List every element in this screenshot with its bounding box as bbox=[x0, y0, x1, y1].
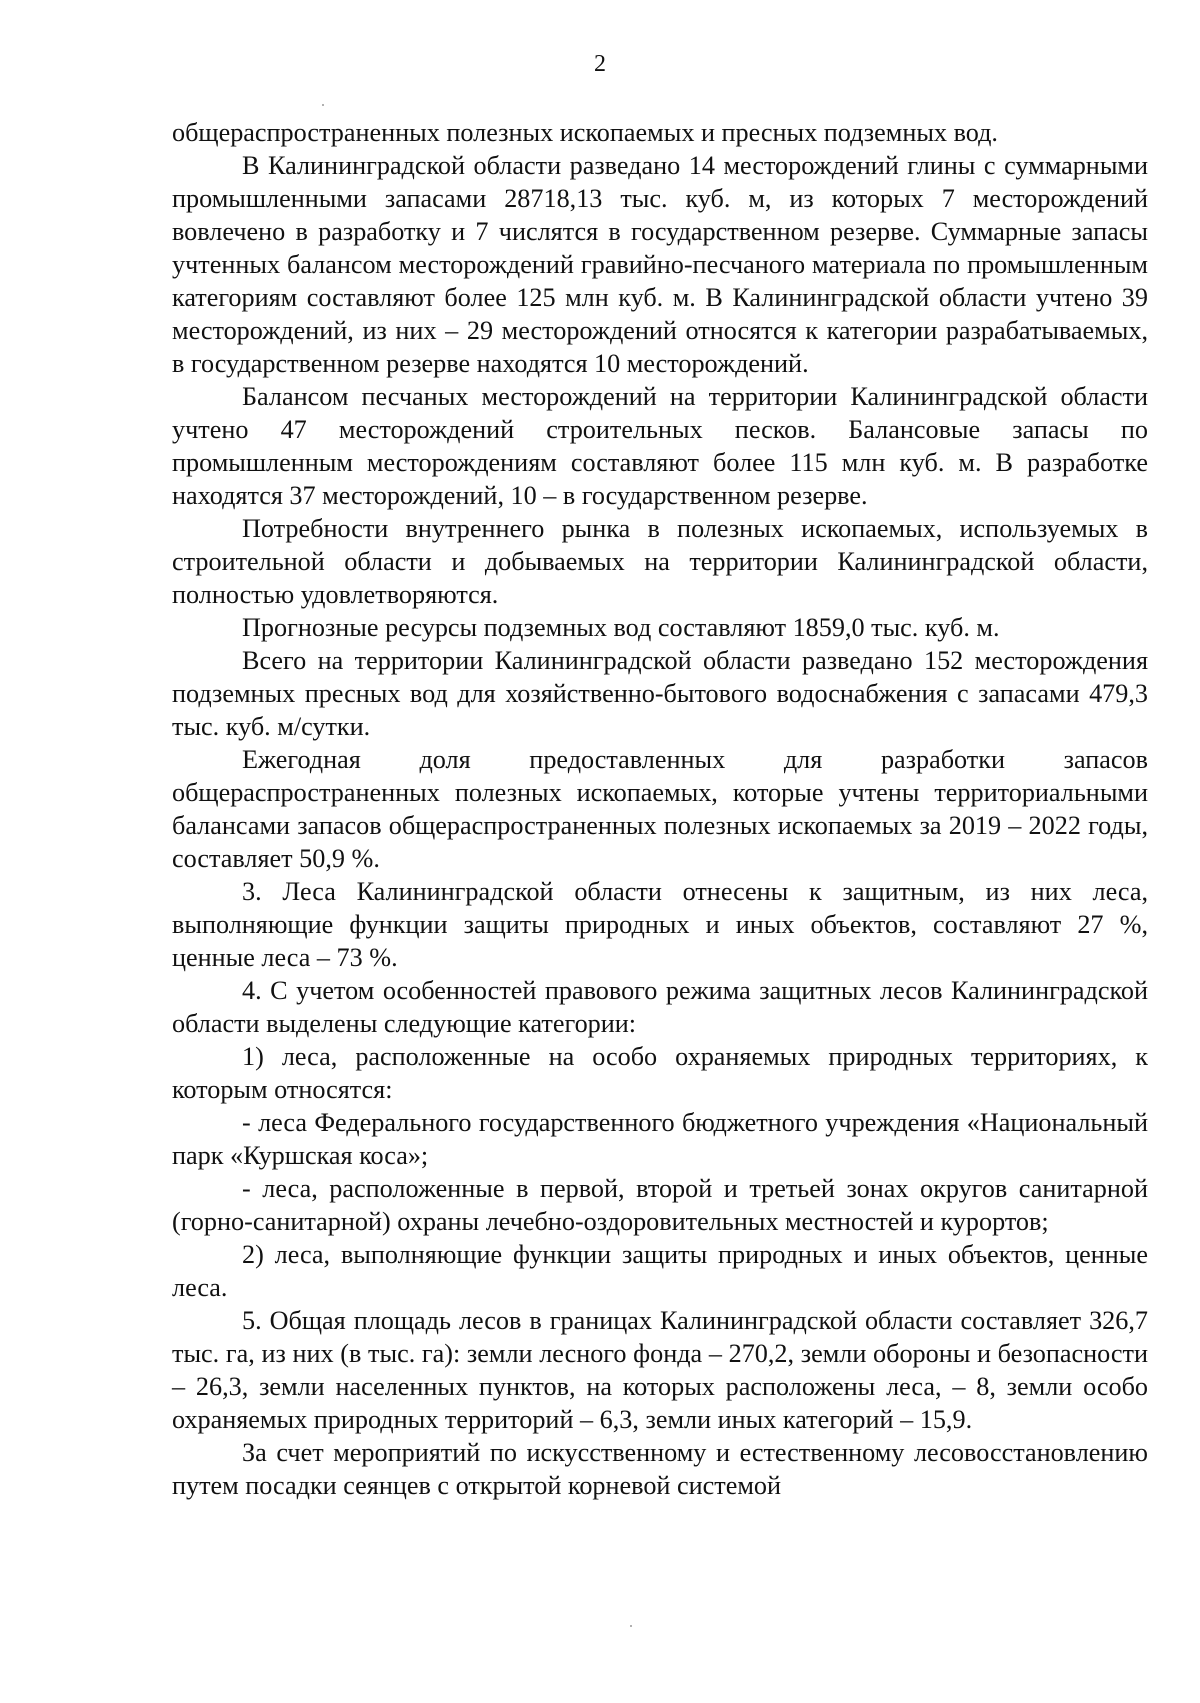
document-body bbox=[172, 116, 1148, 1502]
paragraph-annual-share: Ежегодная доля предоставленных для разработки запасов общераспространенных полезных ископаемых, которые учтены территориальными балансами запасов общераспространенных полезных ископаемых за 2019 – 2022 годы, составляет 50,9 %. bbox=[172, 745, 1148, 873]
paragraph-subitem-2: 2) леса, выполняющие функции защиты природных и иных объектов, ценные леса. bbox=[172, 1240, 1148, 1302]
paragraph-continuation: общераспространенных полезных ископаемых и пресных подземных вод. bbox=[172, 118, 998, 147]
paragraph-dash-national-park: - леса Федерального государственного бюджетного учреждения «Национальный парк «Куршская коса»; bbox=[172, 1108, 1148, 1170]
paragraph-reforestation: За счет мероприятий по искусственному и естественному лесовосстановлению путем посадки сеянцев с открытой корневой системой bbox=[172, 1438, 1148, 1500]
paragraph-dash-sanitary-zones: - леса, расположенные в первой, второй и третьей зонах округов санитарной (горно-санитарной) охраны лечебно-оздоровительных местностей и курортов; bbox=[172, 1174, 1148, 1236]
page-number: 2 bbox=[594, 51, 606, 77]
paragraph-market-needs: Потребности внутреннего рынка в полезных ископаемых, используемых в строительной области и добываемых на территории Калининградской области, полностью удовлетворяются. bbox=[172, 514, 1148, 609]
paragraph-sand-deposits: Балансом песчаных месторождений на территории Калининградской области учтено 47 месторождений строительных песков. Балансовые запасы по промышленным месторождениям составляют более 115 млн куб. м. В разработке находятся 37 месторождений, 10 – в государственном резерве. bbox=[172, 382, 1148, 510]
paragraph-item-3-forests: 3. Леса Калининградской области отнесены к защитным, из них леса, выполняющие функции защиты природных и иных объектов, составляют 27 %, ценные леса – 73 %. bbox=[172, 877, 1148, 972]
paragraph-groundwater-resources: Прогнозные ресурсы подземных вод составляют 1859,0 тыс. куб. м. bbox=[242, 613, 1000, 642]
paragraph-clay-deposits: В Калининградской области разведано 14 месторождений глины с суммарными промышленными запасами 28718,13 тыс. куб. м, из которых 7 месторождений вовлечено в разработку и 7 числятся в государственном резерве. Суммарные запасы учтенных балансом месторождений гравийно-песчаного материала по промышленным категориям составляют более 125 млн куб. м. В Калининградской области учтено 39 месторождений, из них – 29 месторождений относятся к категории разрабатываемых, в государственном резерве находятся 10 месторождений. bbox=[172, 151, 1148, 378]
paragraph-item-5-total-area: 5. Общая площадь лесов в границах Калининградской области составляет 326,7 тыс. га, из них (в тыс. га): земли лесного фонда – 270,2, земли обороны и безопасности – 26,3, земли населенных пунктов, на которых расположены леса, – 8, земли особо охраняемых природных территорий – 6,3, земли иных категорий – 15,9. bbox=[172, 1306, 1148, 1434]
scan-speck bbox=[322, 104, 324, 106]
paragraph-item-4-categories: 4. С учетом особенностей правового режима защитных лесов Калининградской области выделены следующие категории: bbox=[172, 976, 1148, 1038]
paragraph-groundwater-deposits: Всего на территории Калининградской области разведано 152 месторождения подземных пресных вод для хозяйственно-бытового водоснабжения с запасами 479,3 тыс. куб. м/сутки. bbox=[172, 646, 1148, 741]
scan-speck bbox=[630, 1625, 632, 1627]
paragraph-subitem-1: 1) леса, расположенные на особо охраняемых природных территориях, к которым относятся: bbox=[172, 1042, 1148, 1104]
